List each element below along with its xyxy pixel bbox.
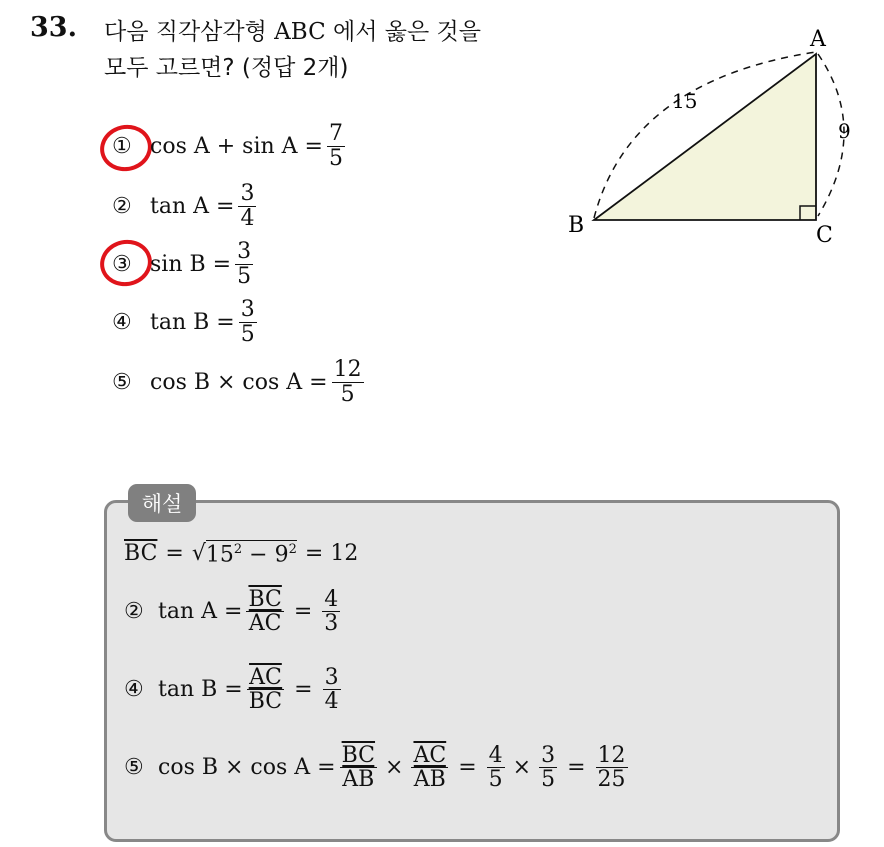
- denominator: 4: [240, 205, 255, 231]
- denominator: 5: [240, 321, 255, 347]
- numerator: 3: [237, 239, 252, 265]
- minus-sign: −: [249, 542, 268, 568]
- question-text: [104, 14, 564, 86]
- question-prefix: 다음 직각삼각형: [104, 19, 275, 45]
- denominator: 5: [488, 767, 503, 793]
- option-number: ⑤: [112, 369, 132, 395]
- numerator: 12: [597, 743, 626, 768]
- line-number: ④: [124, 677, 144, 703]
- denominator: 25: [597, 767, 626, 793]
- times-sign: ×: [385, 755, 404, 781]
- equals-sign: =: [567, 755, 586, 781]
- vertex-c-label: C: [816, 223, 833, 248]
- option-4[interactable]: [112, 292, 261, 352]
- lhs: tan A =: [158, 599, 243, 625]
- denominator: 5: [328, 145, 343, 171]
- denominator: 5: [541, 767, 556, 793]
- vertex-a-label: A: [810, 27, 826, 52]
- option-3[interactable]: [112, 234, 257, 294]
- numerator: 3: [324, 665, 339, 690]
- numerator: 4: [488, 743, 503, 768]
- fraction-1: [340, 744, 377, 791]
- option-fraction: [239, 298, 257, 345]
- numerator: 7: [328, 121, 343, 147]
- sqrt-sign: √: [191, 541, 206, 567]
- lhs: cos B × cos A =: [158, 755, 336, 781]
- option-lhs: cos B × cos A =: [150, 369, 328, 395]
- equals-sign: =: [165, 541, 184, 567]
- numerator: 3: [541, 743, 556, 768]
- denominator: 3: [324, 611, 339, 637]
- solution-line-2: [124, 588, 344, 635]
- fraction-2: [323, 666, 341, 713]
- fraction-1: [247, 666, 284, 713]
- denominator: AB: [413, 767, 446, 793]
- triangle-name: ABC: [274, 19, 326, 45]
- sqrt-base-2: 9: [274, 542, 289, 568]
- denominator: BC: [248, 689, 283, 715]
- option-fraction: [332, 358, 364, 405]
- equals-sign: =: [294, 677, 313, 703]
- option-lhs: tan A =: [150, 193, 235, 219]
- solution-line-4: [124, 744, 632, 791]
- option-number: ①: [112, 133, 132, 159]
- option-5[interactable]: [112, 352, 368, 412]
- question-line-2: 모두 고르면? (정답 2개): [104, 55, 349, 81]
- vertex-b-label: B: [568, 213, 585, 238]
- denominator: 5: [237, 263, 252, 289]
- option-2[interactable]: [112, 176, 260, 236]
- fraction-2: [411, 744, 448, 791]
- triangle-figure: [560, 20, 860, 250]
- fraction-4: [539, 744, 557, 791]
- option-fraction: [238, 182, 256, 229]
- numerator: 3: [240, 181, 255, 207]
- option-fraction: [235, 240, 253, 287]
- numerator: 4: [324, 587, 339, 612]
- solution-tag: 해설: [128, 484, 196, 522]
- option-1[interactable]: [112, 116, 349, 176]
- line-number: ②: [124, 599, 144, 625]
- line-number: ⑤: [124, 755, 144, 781]
- hypotenuse-length-label: 15: [672, 89, 698, 113]
- numerator: $\overline{AC}$: [249, 665, 282, 690]
- numerator: 12: [333, 357, 362, 383]
- denominator: 5: [340, 381, 355, 407]
- fraction-1: [246, 588, 283, 635]
- numerator: $\overline{AC}$: [413, 743, 447, 768]
- sqrt-base-1: 15: [205, 542, 234, 568]
- question-suffix: 에서 옳은 것을: [325, 19, 481, 45]
- fraction-5: [596, 744, 628, 791]
- side-length-label: 9: [838, 119, 851, 143]
- option-number: ③: [112, 251, 132, 277]
- fraction-2: [322, 588, 340, 635]
- segment-bc: $\overline{BC}$: [124, 541, 158, 567]
- question-number: 33.: [30, 12, 77, 43]
- denominator: 4: [324, 689, 339, 715]
- option-lhs: tan B =: [150, 309, 235, 335]
- solution-line-3: [124, 666, 345, 713]
- option-number: ②: [112, 193, 132, 219]
- question-line-1: [104, 14, 564, 50]
- lhs: tan B =: [158, 677, 243, 703]
- sqrt-expression: [206, 540, 297, 567]
- fraction-3: [487, 744, 505, 791]
- equals-sign: =: [458, 755, 477, 781]
- denominator: AB: [342, 767, 375, 793]
- result: = 12: [304, 541, 359, 567]
- option-lhs: sin B =: [150, 251, 232, 277]
- sqrt-exp-1: 2: [233, 542, 243, 557]
- option-lhs: cos A + sin A =: [150, 133, 323, 159]
- numerator: 3: [240, 297, 255, 323]
- equals-sign: =: [293, 599, 313, 625]
- option-fraction: [327, 122, 345, 169]
- numerator: $\overline{BC}$: [341, 743, 376, 768]
- times-sign: ×: [512, 755, 532, 781]
- solution-line-1: [124, 540, 358, 567]
- numerator: $\overline{BC}$: [248, 587, 282, 612]
- sqrt-exp-2: 2: [288, 542, 297, 557]
- option-number: ④: [112, 309, 132, 335]
- denominator: AC: [248, 611, 282, 637]
- triangle-abc: [594, 54, 816, 220]
